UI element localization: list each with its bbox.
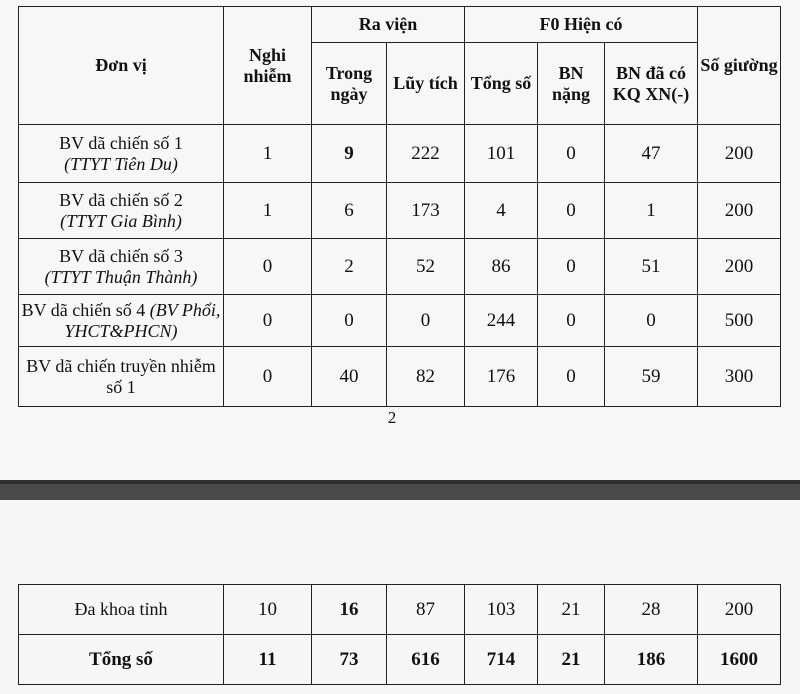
cell-luy-tich: 616 — [387, 635, 465, 685]
unit-cell — [19, 183, 224, 239]
cell-tong-so: 101 — [465, 125, 538, 183]
header-nghi-nhiem: Nghi nhiễm — [224, 7, 312, 125]
header-luy-tich: Lũy tích — [387, 43, 465, 125]
header-bn-nang: BN nặng — [538, 43, 605, 125]
total-row — [19, 635, 781, 685]
cell-trong-ngay: 16 — [312, 585, 387, 635]
cell-nghi-nhiem: 0 — [224, 239, 312, 295]
unit-cell — [19, 295, 224, 347]
cell-bn-kq: 186 — [605, 635, 698, 685]
cell-tong-so: 176 — [465, 347, 538, 407]
unit-cell — [19, 239, 224, 295]
page-separator — [0, 480, 800, 500]
unit-cell — [19, 347, 224, 407]
cell-so-giuong: 200 — [698, 183, 781, 239]
cell-bn-nang: 21 — [538, 585, 605, 635]
table-row — [19, 295, 781, 347]
table-row — [19, 585, 781, 635]
cell-trong-ngay: 2 — [312, 239, 387, 295]
cell-luy-tich: 87 — [387, 585, 465, 635]
cell-bn-kq: 51 — [605, 239, 698, 295]
cell-nghi-nhiem: 0 — [224, 347, 312, 407]
unit-name: BV dã chiến truyền nhiễm số 1 — [26, 355, 216, 397]
cell-trong-ngay: 0 — [312, 295, 387, 347]
unit-name: BV dã chiến số 3 — [59, 245, 183, 266]
cell-bn-nang: 0 — [538, 239, 605, 295]
unit-name: BV dã chiến số 2 — [59, 189, 183, 210]
header-f0-hien-co: F0 Hiện có — [465, 7, 698, 43]
cell-bn-nang: 0 — [538, 347, 605, 407]
unit-sub: (BV Phổi, YHCT&PHCN) — [64, 299, 221, 341]
cell-so-giuong: 200 — [698, 585, 781, 635]
cell-tong-so: 714 — [465, 635, 538, 685]
cell-trong-ngay: 6 — [312, 183, 387, 239]
cell-so-giuong: 300 — [698, 347, 781, 407]
cell-luy-tich: 173 — [387, 183, 465, 239]
cell-luy-tich: 222 — [387, 125, 465, 183]
cell-so-giuong: 200 — [698, 239, 781, 295]
cell-nghi-nhiem: 0 — [224, 295, 312, 347]
cell-trong-ngay: 73 — [312, 635, 387, 685]
cell-bn-kq: 0 — [605, 295, 698, 347]
table-row — [19, 125, 781, 183]
cell-bn-kq: 28 — [605, 585, 698, 635]
header-trong-ngay: Trong ngày — [312, 43, 387, 125]
header-tong-so: Tổng số — [465, 43, 538, 125]
cell-nghi-nhiem: 1 — [224, 125, 312, 183]
cell-luy-tich: 0 — [387, 295, 465, 347]
header-bn-kq-xn: BN đã có KQ XN(-) — [605, 43, 698, 125]
cell-luy-tich: 82 — [387, 347, 465, 407]
cell-bn-kq: 47 — [605, 125, 698, 183]
total-label: Tổng số — [19, 635, 224, 685]
cell-trong-ngay: 40 — [312, 347, 387, 407]
table-row — [19, 183, 781, 239]
cell-bn-nang: 0 — [538, 183, 605, 239]
table-row — [19, 239, 781, 295]
unit-cell — [19, 125, 224, 183]
hospital-table — [18, 6, 781, 407]
cell-tong-so: 4 — [465, 183, 538, 239]
cell-tong-so: 244 — [465, 295, 538, 347]
unit-name: BV dã chiến số 1 — [59, 132, 183, 153]
cell-tong-so: 86 — [465, 239, 538, 295]
unit-name: BV dã chiến số 4 — [21, 299, 150, 320]
header-don-vi: Đơn vị — [19, 7, 224, 125]
cell-luy-tich: 52 — [387, 239, 465, 295]
cell-bn-nang: 0 — [538, 125, 605, 183]
header-so-giuong: Số giường — [698, 7, 781, 125]
page-number: 2 — [387, 408, 397, 427]
unit-sub: (TTYT Gia Bình) — [60, 210, 182, 231]
unit-cell: Đa khoa tỉnh — [19, 585, 224, 635]
hospital-table-continued — [18, 584, 781, 685]
cell-bn-kq: 1 — [605, 183, 698, 239]
cell-nghi-nhiem: 1 — [224, 183, 312, 239]
cell-trong-ngay: 9 — [312, 125, 387, 183]
cell-so-giuong: 500 — [698, 295, 781, 347]
cell-bn-nang: 0 — [538, 295, 605, 347]
cell-tong-so: 103 — [465, 585, 538, 635]
header-ra-vien: Ra viện — [312, 7, 465, 43]
cell-bn-nang: 21 — [538, 635, 605, 685]
cell-nghi-nhiem: 11 — [224, 635, 312, 685]
table-row — [19, 347, 781, 407]
cell-so-giuong: 200 — [698, 125, 781, 183]
cell-bn-kq: 59 — [605, 347, 698, 407]
cell-so-giuong: 1600 — [698, 635, 781, 685]
unit-sub: (TTYT Thuận Thành) — [44, 266, 198, 287]
cell-nghi-nhiem: 10 — [224, 585, 312, 635]
unit-sub: (TTYT Tiên Du) — [64, 153, 178, 174]
